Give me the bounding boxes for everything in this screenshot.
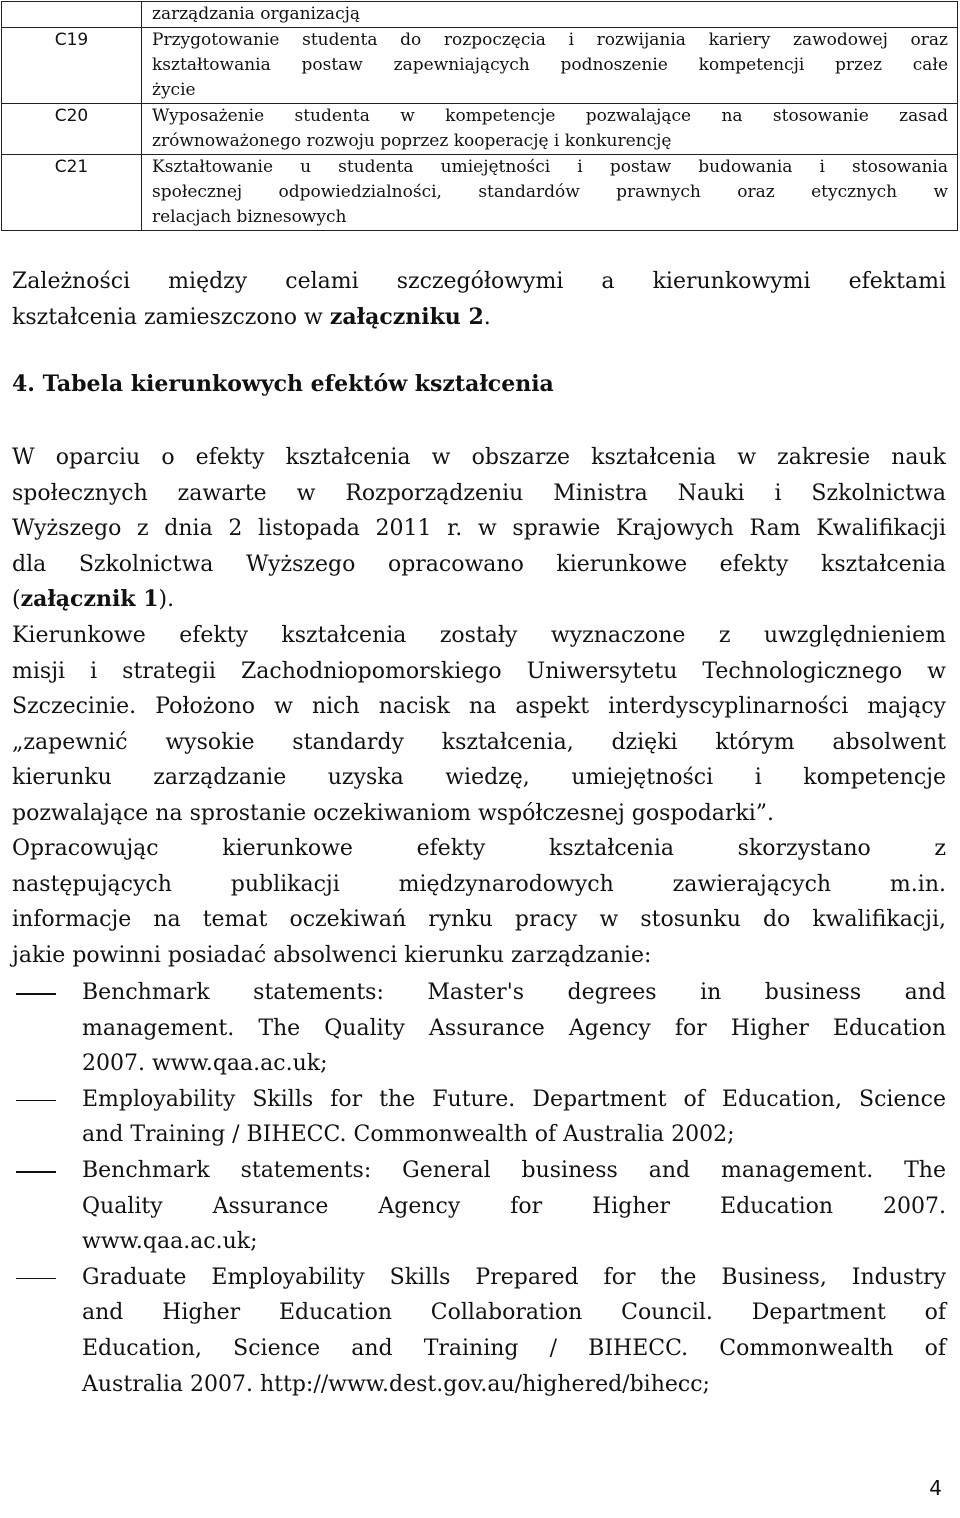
- text-fragment: (: [12, 587, 21, 613]
- goal-text-line: relacjach biznesowych: [152, 207, 347, 227]
- annex-1-reference: załącznik 1: [20, 586, 159, 613]
- paragraph-line: Szczecinie. Położono w nich nacisk na aspekt interdyscyplinarności mający: [12, 694, 946, 720]
- annex-2-reference: załączniku 2: [329, 303, 484, 330]
- paragraph-line: kierunku zarządzanie uzyska wiedzę, umiejętności i kompetencje: [12, 765, 946, 791]
- goal-code: C19: [2, 28, 142, 104]
- list-item-line: www.qaa.ac.uk;: [82, 1229, 258, 1255]
- goal-description: [142, 2, 958, 28]
- goal-text-line: kształtowania postaw zapewniających podnoszenie kompetencji przez całe: [152, 55, 948, 75]
- goal-description: [142, 28, 958, 104]
- paragraph-line: misji i strategii Zachodniopomorskiego Uniwersytetu Technologicznego w: [12, 658, 946, 684]
- goal-text-line: życie: [152, 80, 196, 100]
- list-item-line: and Higher Education Collaboration Council. Department of: [82, 1300, 946, 1326]
- list-item: [12, 1153, 946, 1260]
- goal-text-line: Wyposażenie studenta w kompetencje pozwalające na stosowanie zasad: [152, 106, 948, 126]
- list-item-line: Benchmark statements: General business and management. The: [82, 1157, 946, 1183]
- publications-list: [12, 975, 946, 1402]
- paragraph-mission: [12, 618, 946, 832]
- goal-text-line: zrównoważonego rozwoju poprzez kooperację i konkurencję: [152, 131, 672, 151]
- goal-code: [2, 2, 142, 28]
- text-fragment: kształcenia zamieszczono w: [12, 304, 330, 330]
- goal-text-line: Przygotowanie studenta do rozpoczęcia i rozwijania kariery zawodowej oraz: [152, 30, 948, 50]
- page-number: 4: [929, 1476, 942, 1500]
- list-item-line: 2007. www.qaa.ac.uk;: [82, 1051, 328, 1077]
- table-row: [2, 104, 958, 155]
- paragraph-line: [12, 582, 946, 618]
- paragraph-line: społecznych zawarte w Rozporządzeniu Ministra Nauki i Szkolnictwa: [12, 480, 946, 506]
- list-item-line: Australia 2007. http://www.dest.gov.au/highered/bihecc;: [82, 1371, 710, 1397]
- section-heading: 4. Tabela kierunkowych efektów kształcenia: [12, 371, 554, 397]
- paragraph-line: pozwalające na sprostanie oczekiwaniom współczesnej gospodarki”.: [12, 800, 775, 826]
- list-item-line: Quality Assurance Agency for Higher Education 2007.: [82, 1193, 946, 1219]
- list-item-line: Benchmark statements: Master's degrees in business and: [82, 980, 946, 1005]
- table-row: [2, 155, 958, 231]
- goal-code: C21: [2, 155, 142, 231]
- paragraph-line: dla Szkolnictwa Wyższego opracowano kierunkowe efekty kształcenia: [12, 551, 946, 577]
- goal-text-line: społecznej odpowiedzialności, standardów prawnych oraz etycznych w: [152, 182, 948, 202]
- list-item: [12, 1260, 946, 1402]
- goals-table: [1, 1, 958, 231]
- list-item: [12, 975, 946, 1082]
- goal-description: [142, 104, 958, 155]
- paragraph-dependencies: [12, 264, 946, 335]
- paragraph-basis: [12, 440, 946, 618]
- list-item-line: Education, Science and Training / BIHECC. Commonwealth of: [82, 1335, 946, 1361]
- paragraph-line: „zapewnić wysokie standardy kształcenia, dzięki którym absolwent: [12, 729, 946, 755]
- text-fragment: .: [483, 304, 491, 330]
- goal-text-line: zarządzania organizacją: [152, 4, 360, 24]
- paragraph-line: Kierunkowe efekty kształcenia zostały wyznaczone z uwzględnieniem: [12, 623, 946, 648]
- list-item-line: Graduate Employability Skills Prepared for the Business, Industry: [82, 1264, 946, 1290]
- list-item-line: and Training / BIHECC. Commonwealth of Australia 2002;: [82, 1122, 735, 1148]
- goal-text-line: Kształtowanie u studenta umiejętności i postaw budowania i stosowania: [152, 157, 948, 177]
- paragraph-line: Zależności między celami szczegółowymi a kierunkowymi efektami: [12, 269, 946, 294]
- list-item: [12, 1082, 946, 1153]
- paragraph-line: Wyższego z dnia 2 listopada 2011 r. w sprawie Krajowych Ram Kwalifikacji: [12, 516, 946, 542]
- paragraph-line: W oparciu o efekty kształcenia w obszarze kształcenia w zakresie nauk: [12, 445, 946, 470]
- paragraph-line: informacje na temat oczekiwań rynku pracy w stosunku do kwalifikacji,: [12, 907, 946, 933]
- table-row: [2, 2, 958, 28]
- paragraph-line: Opracowując kierunkowe efekty kształcenia skorzystano z: [12, 836, 946, 861]
- paragraph-publications: [12, 831, 946, 973]
- list-item-line: Employability Skills for the Future. Department of Education, Science: [82, 1086, 946, 1112]
- paragraph-line: jakie powinni posiadać absolwenci kierunku zarządzanie:: [12, 942, 652, 968]
- paragraph-line: [12, 300, 946, 336]
- goal-description: [142, 155, 958, 231]
- text-fragment: ).: [158, 587, 175, 613]
- goal-code: C20: [2, 104, 142, 155]
- paragraph-line: następujących publikacji międzynarodowych zawierających m.in.: [12, 871, 946, 897]
- list-item-line: management. The Quality Assurance Agency for Higher Education: [82, 1015, 946, 1041]
- table-row: [2, 28, 958, 104]
